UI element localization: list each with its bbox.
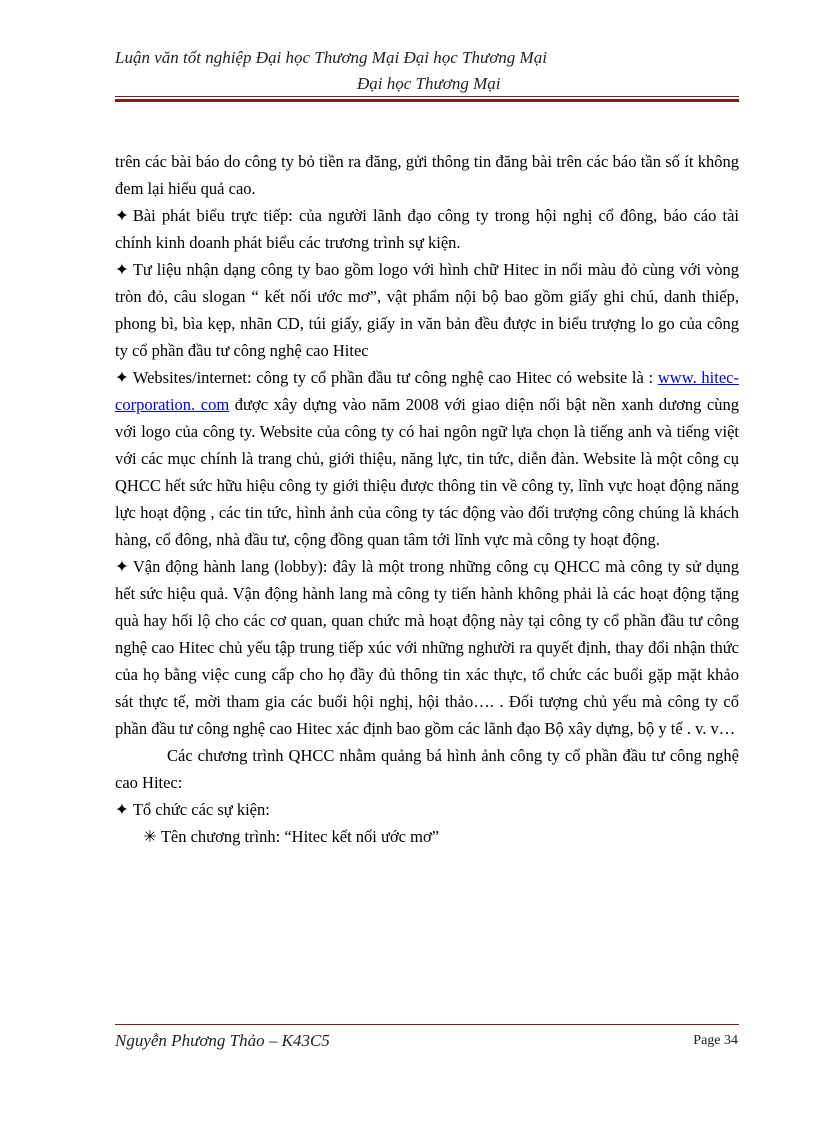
header-rule-thick [115, 99, 739, 102]
page-number: Page 34 [693, 1033, 738, 1048]
star-bullet-icon: ✦ [115, 260, 129, 279]
bullet-website-text-before: Websites/internet: công ty cổ phần đầu tư công nghệ cao Hitec có website là : [132, 368, 654, 387]
bullet-website [115, 364, 739, 553]
sub-bullet-program-name-text: Tên chương trình: “Hitec kết nối ước mơ” [160, 827, 440, 846]
bullet-identity [115, 256, 739, 364]
footer-rule [115, 1024, 739, 1025]
bullet-website-text-after: được xây dựng vào năm 2008 với giao diện nổi bật nền xanh dương cùng với logo của công ty. Website của công ty có hai ngôn ngữ lựa chọn là tiếng anh và tiếng việt với các mục chính là trang chủ, giới thiệu, năng lực, tin tức, diễn đàn. Website là một công cụ QHCC hết sức hữu hiệu công ty giới thiệu được thông tin về công ty, lĩnh vực hoạt động năng lực hoạt động , các tin tức, hình ảnh của công ty tác động vào đối trượng công chúng là khách hàng, cổ đông, nhà đầu tư, cộng đồng quan tâm tới lĩnh vực mà công ty hoạt động. [115, 395, 740, 549]
bullet-events-text: Tổ chức các sự kiện: [132, 800, 270, 819]
bullet-events [115, 796, 739, 823]
bullet-identity-text: Tư liệu nhận dạng công ty bao gồm logo với hình chữ Hitec in nổi màu đỏ cùng với vòng tròn đỏ, câu slogan “ kết nối ước mơ”, vật phẩm nội bộ bao gồm giấy ghi chú, danh thiếp, phong bì, bìa kẹp, nhãn CD, túi giấy, giấy in văn bản đều được in biểu trượng lo go của công ty cổ phần đầu tư công nghệ cao Hitec [115, 260, 739, 360]
bullet-lobby-text: Vận động hành lang (lobby): đây là một trong những công cụ QHCC mà công ty sử dụng hết sức hiệu quả. Vận động hành lang mà công ty tiến hành không phải là các hoạt động tặng quà hay hối lộ cho các cơ quan, quan chức mà hoạt động này tại công ty cổ phần đầu tư công nghệ cao Hitec chủ yếu tập trung tiếp xúc với những nghười ra quyết định, thay đổi nhận thức của họ bằng việc cung cấp cho họ đầy đủ thông tin xác thực, tổ chức các buổi gặp mặt khảo sát thực tế, mời tham gia các buổi hội nghị, hội thảo…. . Đối tượng chủ yếu mà công ty cổ phần đầu tư công nghệ cao Hitec xác định bao gồm các lãnh đạo Bộ xây dựng, bộ y tế . v. v… [115, 557, 739, 738]
bullet-speech-text: Bài phát biểu trực tiếp: của người lãnh đạo công ty trong hội nghị cổ đông, báo cáo tài chính kinh doanh phát biểu các trương trình sự kiện. [115, 206, 739, 252]
paragraph-programs: Các chương trình QHCC nhằm quảng bá hình ảnh công ty cổ phần đầu tư công nghệ cao Hitec: [115, 746, 739, 792]
asterisk-bullet-icon: ✳ [143, 827, 157, 846]
document-body [115, 148, 739, 850]
star-bullet-icon: ✦ [115, 557, 129, 576]
star-bullet-icon: ✦ [115, 206, 129, 225]
paragraph-continuation: trên các bài báo do công ty bỏ tiền ra đăng, gửi thông tin đăng bài trên các báo tần số ít không đem lại hiểu quả cao. [115, 152, 739, 198]
bullet-lobby [115, 553, 739, 742]
header-title-line2: Đại học Thương Mại [357, 74, 501, 93]
star-bullet-icon: ✦ [115, 368, 129, 387]
star-bullet-icon: ✦ [115, 800, 129, 819]
footer-author: Nguyễn Phương Thảo – K43C5 [115, 1031, 330, 1050]
header-rule-thin [115, 96, 739, 97]
sub-bullet-program-name [115, 823, 739, 850]
website-link[interactable]: www. hitec-corporation. com [115, 368, 739, 414]
header-title-line1: Luận văn tốt nghiệp Đại học Thương Mại Đại học Thương Mại [115, 48, 547, 67]
bullet-speech [115, 202, 739, 256]
